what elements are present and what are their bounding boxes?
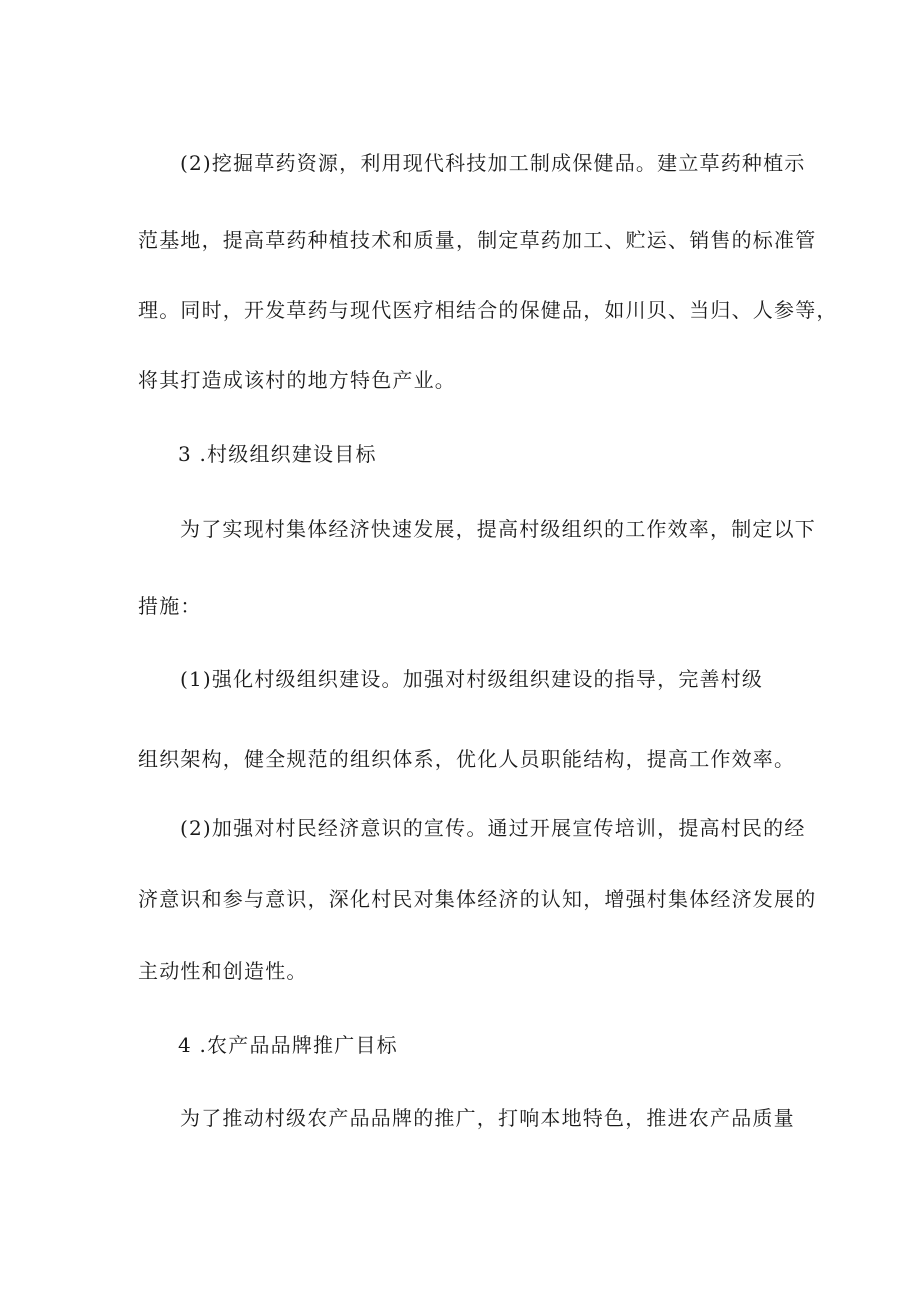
paragraph-line: 主动性和创造性。 — [138, 959, 308, 983]
paragraph-line: 济意识和参与意识，深化村民对集体经济的认知，增强村集体经济发展的 — [138, 887, 817, 911]
paragraph-line: 范基地，提高草药种植技术和质量，制定草药加工、贮运、销售的标准管 — [138, 228, 817, 252]
paragraph-line: (1)强化村级组织建设。加强对村级组织建设的指导，完善村级 — [180, 667, 764, 691]
paragraph-line: 理。同时，开发草药与现代医疗相结合的保健品，如川贝、当归、人参等， — [138, 298, 838, 322]
paragraph-line: 组织架构，健全规范的组织体系，优化人员职能结构，提高工作效率。 — [138, 747, 796, 771]
section-heading: 4 .农产品品牌推广目标 — [178, 1033, 398, 1057]
paragraph-line: (2)挖掘草药资源，利用现代科技加工制成保健品。建立草药种植示 — [180, 151, 806, 175]
paragraph-line: 为了推动村级农产品品牌的推广，打响本地特色，推进农产品质量 — [180, 1106, 795, 1130]
section-heading: 3 .村级组织建设目标 — [178, 442, 377, 466]
paragraph-line: 为了实现村集体经济快速发展，提高村级组织的工作效率，制定以下 — [180, 517, 816, 541]
paragraph-line: 将其打造成该村的地方特色产业。 — [138, 368, 456, 392]
paragraph-line: (2)加强对村民经济意识的宣传。通过开展宣传培训，提高村民的经 — [180, 816, 806, 840]
paragraph-line: 措施： — [138, 594, 202, 618]
